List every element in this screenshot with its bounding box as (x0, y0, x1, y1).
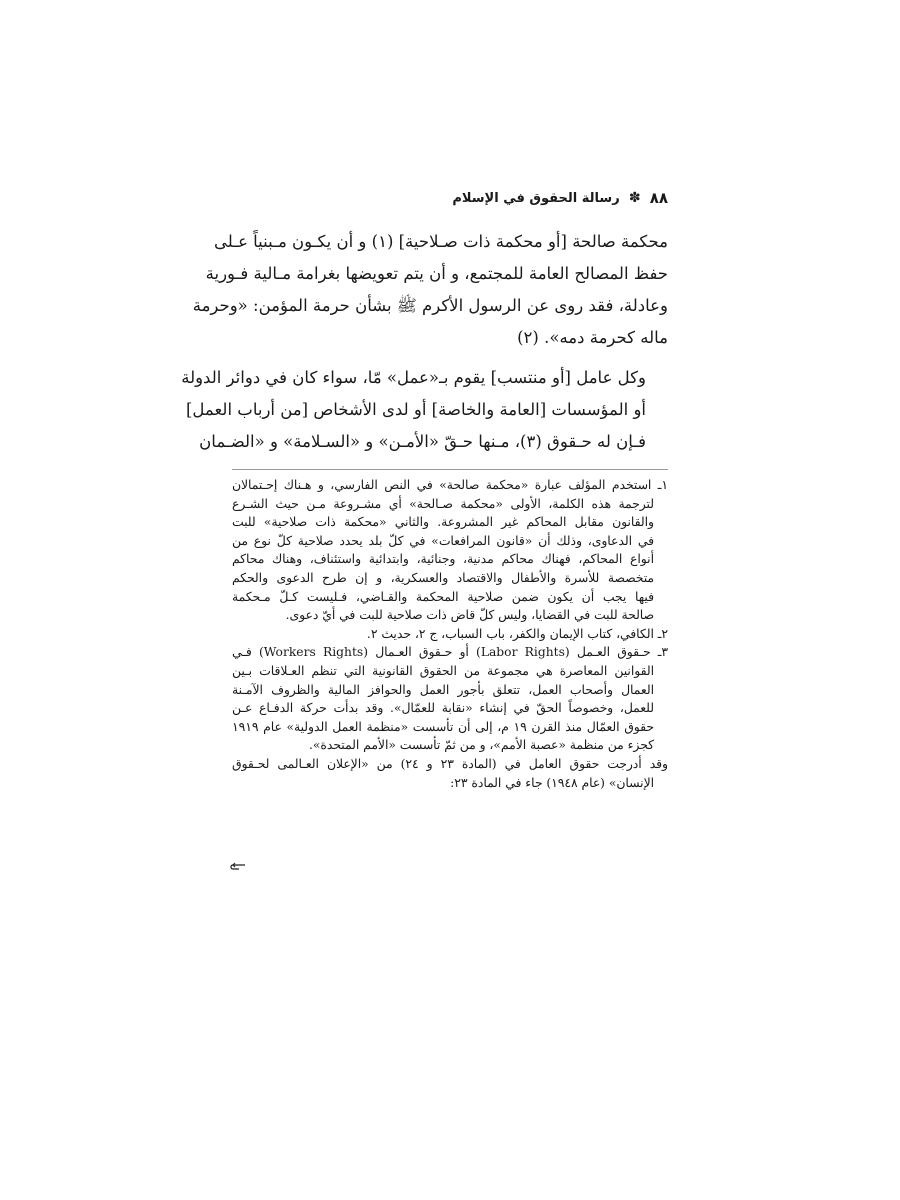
book-title: رسالة الحقوق في الإسلام (452, 190, 620, 206)
footnote-line: ١ـ استخدم المؤلف عبارة «محكمة صالحة» في النص الفارسي، و هـناك إحـتمالان (232, 478, 668, 492)
continuation-arrow-icon (230, 862, 246, 870)
paragraph-2 (181, 362, 668, 458)
flower-ornament-icon: ✽ (628, 190, 641, 206)
footnote-line: في الدعاوى، وذلك أن «قانون المرافعات» في كلّ بلد يحدد صلاحية كلّ نوع من (232, 533, 654, 548)
text-line: محكمة صالحة [أو محكمة ذات صـلاحية] (١) و أن يكـون مـبنياً عـلى (214, 232, 668, 251)
text-line: حفظ المصالح العامة للمجتمع، و أن يتم تعويضها بغرامة مـالية فـورية (205, 264, 668, 283)
footnote-line: لترجمة هذه الكلمة، الأولى «محكمة صـالحة» أي مشـروعة مـن حيث الشـرع (232, 496, 654, 511)
paragraph-1 (192, 226, 668, 354)
footnote-line: أنواع المحاكم، فهناك محاكم مدنية، وجنائية، وابتدائية واستئناف، وهناك محاكم (232, 552, 654, 567)
footnote-line: الإنسان» (عام ١٩٤٨) جاء في المادة ٢٣: (450, 775, 654, 790)
footnote-line: صالحة للبت في القضايا، وليس كلّ قاض ذات صلاحية للبت في أيّ دعوى. (285, 608, 654, 623)
text-line: وعادلة، فقد روى عن الرسول الأكرم ﷺ بشأن حرمة المؤمن: «وحرمة (192, 296, 668, 315)
footnote-divider (232, 469, 668, 470)
footnote-line: العمال وأصحاب العمل، تتعلق بأجور العمل والحوافز المالية والظروف الآمـنة (232, 682, 654, 697)
running-header (232, 186, 668, 210)
footnote-2 (232, 625, 668, 644)
text-line: فـإن له حـقوق (٣)، مـنها حـقّ «الأمـن» و «السـلامة» و «الضـمان (199, 432, 646, 451)
footnotes (232, 476, 668, 792)
footnote-line: للعمل، وخصوصاً الحقّ في إنشاء «نقابة للعمّال». وقد بدأت حركة الدفـاع عـن (232, 701, 654, 716)
text-line: أو المؤسسات [العامة والخاصة] أو لدى الأشخاص [من أرباب العمل] (186, 400, 646, 419)
footnote-1 (232, 476, 668, 625)
footnote-line: حقوق العمّال منذ القرن ١٩ م، إلى أن تأسست «منظمة العمل الدولية» عام ١٩١٩ (232, 719, 654, 734)
footnote-line: كجزء من منظمة «عصبة الأمم»، و من ثمّ تأسست «الأمم المتحدة». (309, 738, 654, 753)
main-text (181, 226, 668, 458)
footnote-line: ٣ـ حـقوق العـمل (Labor Rights) أو حـقوق العـمال (Workers Rights) فـي (232, 645, 669, 660)
footnote-line: وقد أدرجت حقوق العامل في (المادة ٢٣ و ٢٤) من «الإعلان العـالمى لحـقوق (232, 756, 668, 771)
book-page (181, 0, 669, 1200)
footnote-line: والقانون مقابل المحاكم غير المشروعة. والثاني «محكمة ذات صلاحية» للبت (232, 515, 654, 530)
page-number: ٨٨ (649, 189, 668, 207)
footnote-line: ٢ـ الكافي، كتاب الإيمان والكفر، باب السباب، ج ٢، حديث ٢. (366, 626, 668, 641)
footnote-line: القوانين المعاصرة هي مجموعة من الحقوق القانونية التي تنظم العـلاقات بـين (232, 663, 654, 678)
footnote-line: فيها يجب أن يكون ضمن صلاحية المحكمة والقـاضي، فـليست كـلّ مـحكمة (232, 589, 654, 604)
text-line: ماله كحرمة دمه». (٢) (517, 328, 668, 347)
footnote-3 (232, 643, 668, 792)
text-line: وكل عامل [أو منتسب] يقوم بـ«عمل» مّا، سواء كان في دوائر الدولة (181, 368, 646, 387)
footnote-line: متخصصة للأسرة والأطفال والاقتصاد والعسكرية، و إن طرح الدعوى والحكم (232, 570, 654, 585)
